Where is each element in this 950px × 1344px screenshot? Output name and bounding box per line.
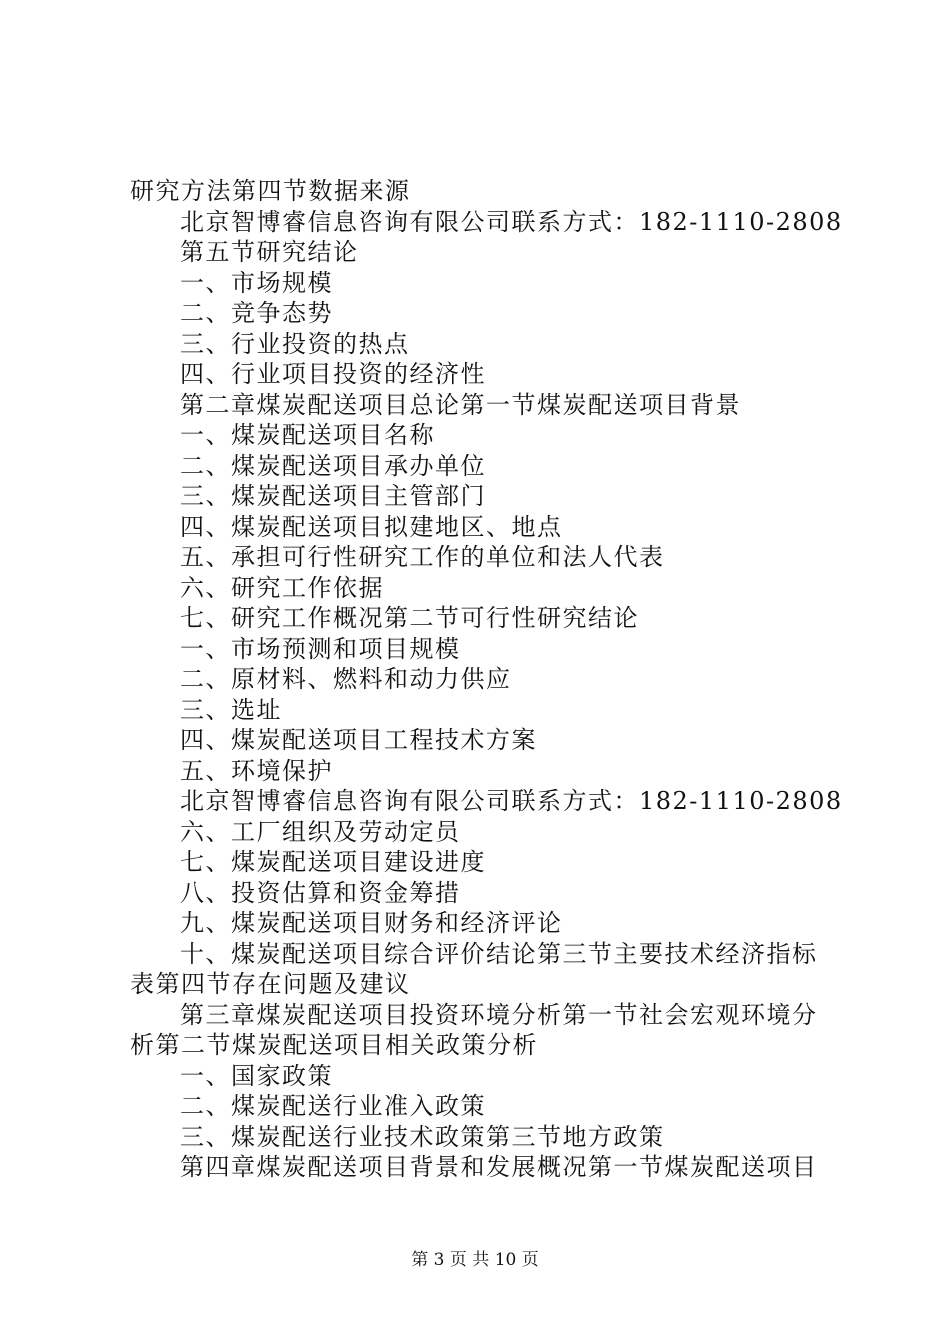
list-item: 七、煤炭配送项目建设进度 [180, 848, 486, 876]
text-line: 析第二节煤炭配送项目相关政策分析 [130, 1031, 538, 1059]
page-number-footer: 第 3 页 共 10 页 [411, 1250, 539, 1270]
section-heading: 第五节研究结论 [180, 238, 359, 266]
list-item: 五、承担可行性研究工作的单位和法人代表 [180, 543, 665, 571]
list-item: 三、煤炭配送行业技术政策第三节地方政策 [180, 1122, 665, 1151]
list-item: 三、煤炭配送项目主管部门 [180, 482, 486, 510]
text-line: 研究方法第四节数据来源 [130, 177, 411, 205]
document-body [130, 176, 843, 1183]
list-item: 二、竞争态势 [180, 299, 333, 327]
list-item: 三、行业投资的热点 [180, 329, 410, 358]
list-item: 一、市场预测和项目规模 [180, 634, 461, 663]
list-item: 五、环境保护 [180, 756, 333, 785]
list-item: 八、投资估算和资金筹措 [180, 878, 461, 907]
list-item: 四、煤炭配送项目工程技术方案 [180, 726, 537, 754]
list-item: 九、煤炭配送项目财务和经济评论 [180, 909, 563, 937]
list-item: 三、选址 [180, 695, 282, 724]
chapter-heading: 第四章煤炭配送项目背景和发展概况第一节煤炭配送项目 [180, 1153, 818, 1181]
list-item: 二、煤炭配送项目承办单位 [180, 451, 486, 480]
chapter-heading: 第二章煤炭配送项目总论第一节煤炭配送项目背景 [180, 390, 741, 419]
list-item: 一、煤炭配送项目名称 [180, 421, 435, 449]
text-line: 北京智博睿信息咨询有限公司联系方式：182-1110-2808 [180, 207, 843, 236]
list-item: 四、煤炭配送项目拟建地区、地点 [180, 512, 563, 541]
list-item: 二、煤炭配送行业准入政策 [180, 1092, 486, 1120]
list-item: 二、原材料、燃料和动力供应 [180, 665, 512, 693]
chapter-heading: 第三章煤炭配送项目投资环境分析第一节社会宏观环境分 [180, 1000, 818, 1029]
list-item: 六、工厂组织及劳动定员 [180, 817, 461, 846]
list-item: 一、市场规模 [180, 268, 333, 297]
list-item: 七、研究工作概况第二节可行性研究结论 [180, 604, 639, 632]
text-line: 北京智博睿信息咨询有限公司联系方式：182-1110-2808 [180, 787, 843, 815]
list-item: 一、国家政策 [180, 1061, 333, 1090]
list-item: 六、研究工作依据 [180, 573, 384, 602]
list-item: 十、煤炭配送项目综合评价结论第三节主要技术经济指标 [180, 939, 818, 968]
list-item: 四、行业项目投资的经济性 [180, 360, 486, 388]
text-line: 表第四节存在问题及建议 [130, 970, 411, 998]
